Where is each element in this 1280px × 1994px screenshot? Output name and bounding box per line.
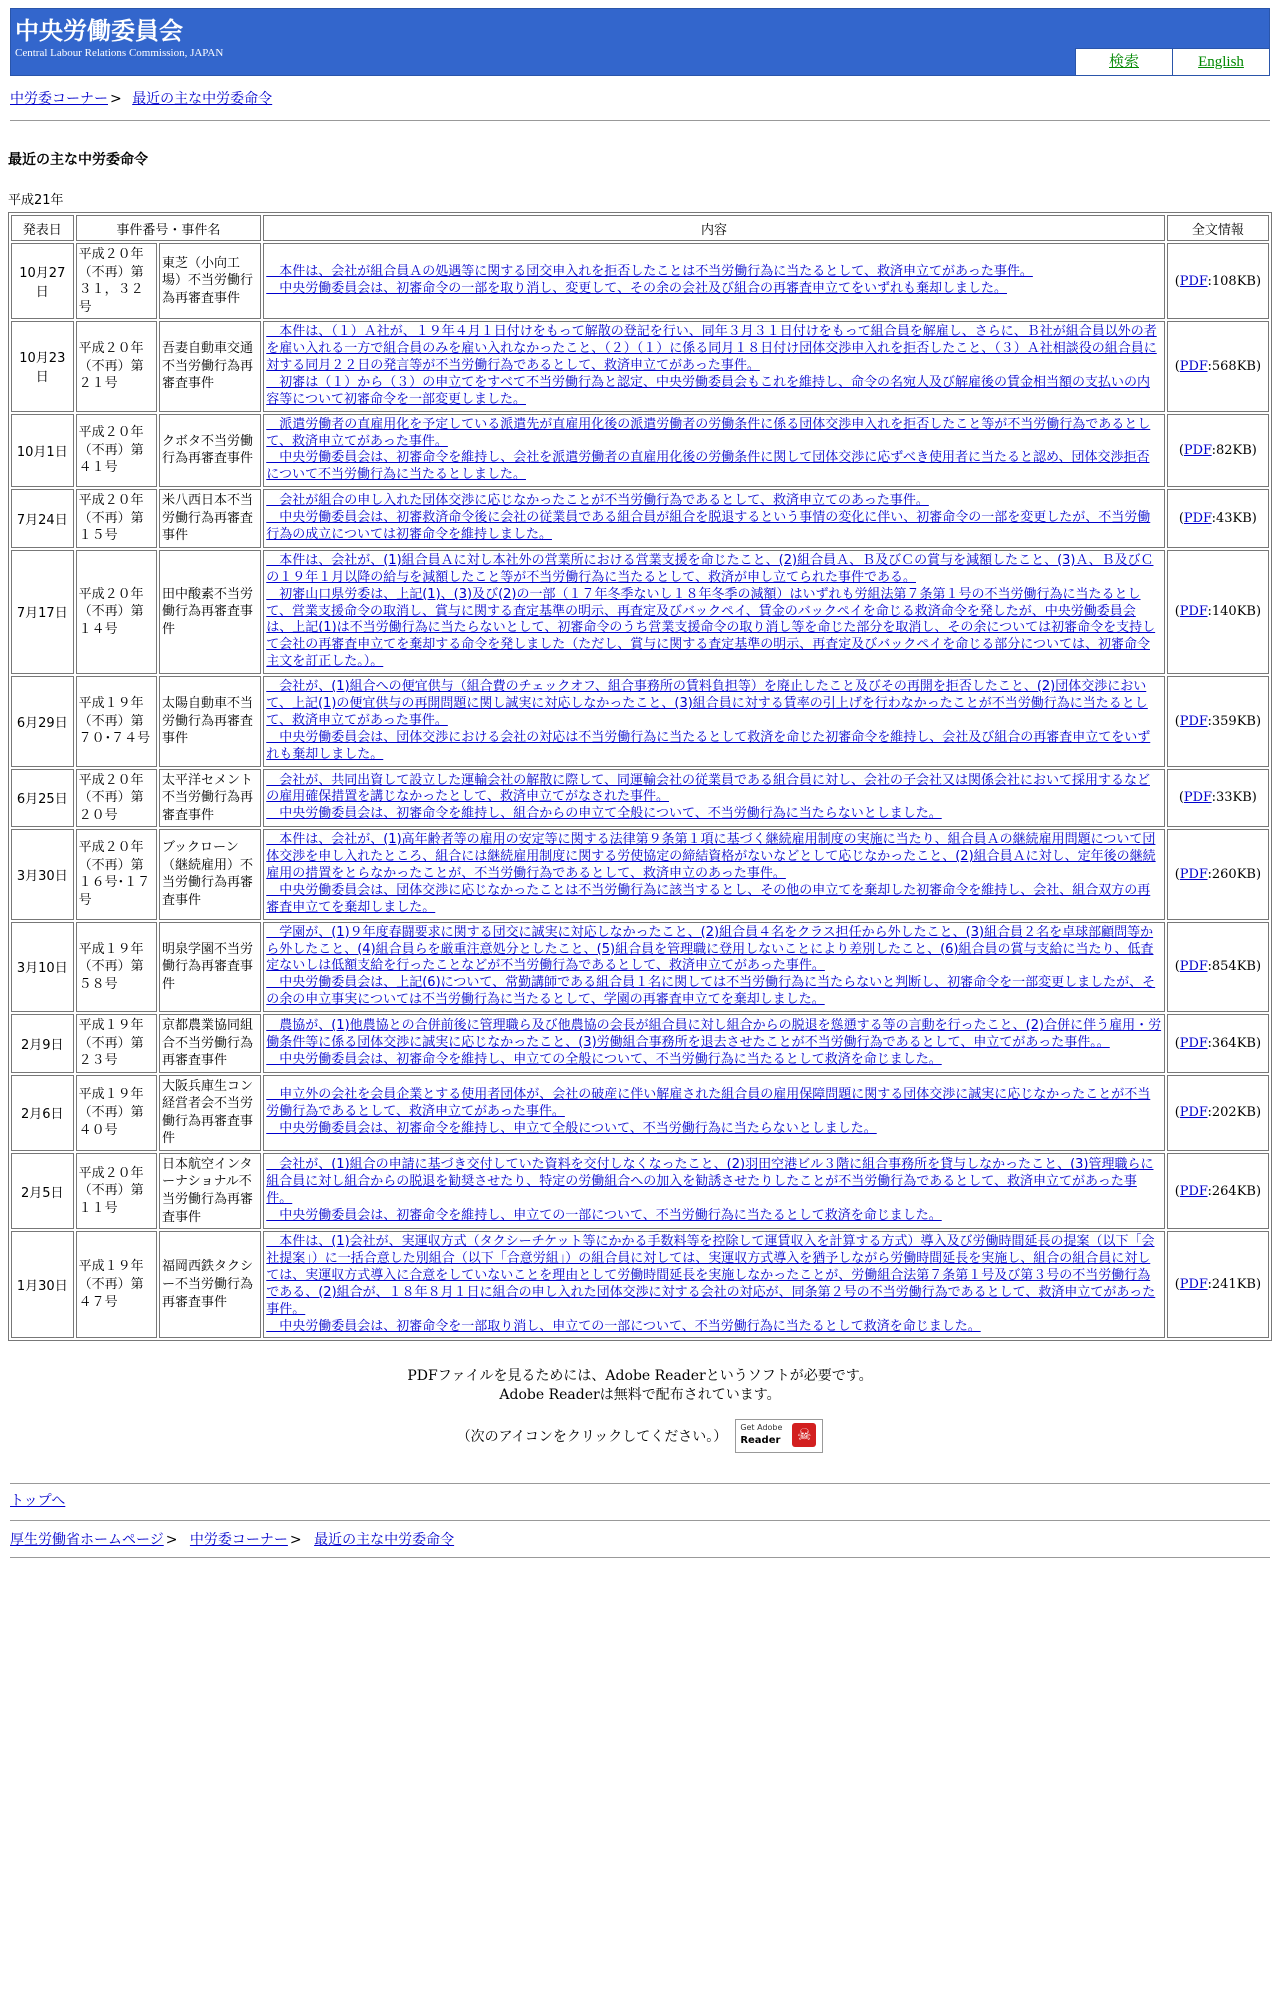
cell-case-number: 平成１９年（不再）第２３号 <box>76 1014 157 1073</box>
reader-click-row <box>0 1419 1280 1453</box>
cell-date: 10月23日 <box>11 321 74 411</box>
table-row <box>11 769 1269 828</box>
cell-date: 2月5日 <box>11 1153 74 1229</box>
content-summary-link[interactable]: 申立外の会社を会員企業とする使用者団体が、会社の破産に伴い解雇された組合員の雇用保障問題に関する団体交渉に誠実に応じなかったことが不当労働行為であるとして、救済申立てがあった事件。 <box>266 1087 1151 1120</box>
divider <box>10 120 1270 121</box>
content-summary-link[interactable]: 農協が、(1)他農協との合併前後に管理職ら及び他農協の会長が組合員に対し組合からの脱退を慫慂する等の言動を行ったこと、(2)合併に伴う雇用・労働条件等に係る団体交渉に誠実に応じなかったこと、(3)労働組合事務所を退去させたことが不当労働行為であるとして、申立てがあった事件。。 <box>266 1018 1162 1050</box>
file-size: :43KB) <box>1211 511 1257 527</box>
cell-content <box>263 1075 1164 1151</box>
header-content: 内容 <box>263 215 1164 241</box>
cell-date: 3月30日 <box>11 829 74 919</box>
cell-fulltext: (PDF:43KB) <box>1167 489 1269 548</box>
divider <box>10 1520 1270 1521</box>
cell-date: 7月17日 <box>11 550 74 674</box>
cell-fulltext: (PDF:140KB) <box>1167 550 1269 674</box>
table-row <box>11 1014 1269 1073</box>
cell-content <box>263 414 1164 488</box>
content-summary-link[interactable]: 会社が組合の申し入れた団体交渉に応じなかったことが不当労働行為であるとして、救済申立てのあった事件。 <box>266 493 929 509</box>
header-case: 事件番号・事件名 <box>76 215 262 241</box>
cell-content <box>263 922 1164 1012</box>
cell-case-name: 吾妻自動車交通不当労働行為再審査事件 <box>159 321 261 411</box>
table-row <box>11 414 1269 488</box>
file-size: :854KB) <box>1207 959 1262 975</box>
top-link-row <box>10 1490 1270 1510</box>
file-size: :568KB) <box>1207 358 1262 374</box>
cell-case-name: 米八西日本不当労働行為再審査事件 <box>159 489 261 548</box>
pdf-note <box>0 1367 1280 1405</box>
english-link[interactable]: English <box>1172 49 1269 75</box>
cell-fulltext: (PDF:33KB) <box>1167 769 1269 828</box>
table-row <box>11 1075 1269 1151</box>
pdf-note-line1: PDFファイルを見るためには、Adobe Readerというソフトが必要です。 <box>407 1368 873 1385</box>
cell-content <box>263 1153 1164 1229</box>
file-size: :260KB) <box>1207 866 1262 882</box>
content-summary-link[interactable]: 中央労働委員会は、初審命令を維持し、組合からの申立て全般について、不当労働行為に当たらないとしました。 <box>266 806 942 822</box>
cell-case-number: 平成２０年（不再）第４１号 <box>76 414 157 488</box>
content-summary-link[interactable]: 中央労働委員会は、初審命令を維持し、申立ての一部について、不当労働行為に当たるとして救済を命じました。 <box>266 1207 942 1223</box>
pdf-link[interactable]: PDF <box>1179 1183 1208 1199</box>
content-summary-link[interactable]: 中央労働委員会は、団体交渉における会社の対応は不当労働行為に当たるとして救済を命じた初審命令を維持し、会社及び組合の再審査申立てをいずれも棄却しました。 <box>266 729 1151 762</box>
content-summary-link[interactable]: 会社が、(1)組合への便宜供与（組合費のチェックオフ、組合事務所の賃料負担等）を廃止したこと及びその再開を拒否したこと、(2)団体交渉において、上記(1)の便宜供与の再開問題に関し誠実に対応しなかったこと、(3)組合員に対する賃率の引上げを行わなかったことが不当労働行為に当たるとして、救済申立てがあった事件。 <box>266 679 1148 728</box>
cell-fulltext: (PDF:108KB) <box>1167 243 1269 319</box>
table-header-row <box>11 215 1269 241</box>
footer-separator: > <box>289 1532 302 1549</box>
content-summary-link[interactable]: 本件は、会社が組合員Ａの処遇等に関する団交申入れを拒否したことは不当労働行為に当たるとして、救済申立てがあった事件。 <box>266 264 1033 280</box>
cell-case-number: 平成２０年（不再）第１６号･１７号 <box>76 829 157 919</box>
file-size: :33KB) <box>1211 790 1257 806</box>
content-summary-link[interactable]: 中央労働委員会は、初審救済命令後に会社の従業員である組合員が組合を脱退するという事情の変化に伴い、初審命令の一部を変更したが、不当労働行為の成立については初審命令を維持しました。 <box>266 510 1151 542</box>
content-summary-link[interactable]: 初審は（１）から（３）の申立てをすべて不当労働行為と認定、中央労働委員会もこれを維持し、命令の名宛人及び解雇後の賃金相当額の支払いの内容等について初審命令を一部変更しました。 <box>266 374 1150 407</box>
content-summary-link[interactable]: 本件は、会社が、(1)高年齢者等の雇用の安定等に関する法律第９条第１項に基づく継続雇用制度の実施に当たり、組合員Ａの継続雇用問題について団体交渉を申し入れたところ、組合には継続雇用制度に関する労使協定の締結資格がないなどとして応じなかったこと、(2)組合員Ａに対し、定年後の継続雇用の措置をとらなかったことが、不当労働行為であるとして、救済申立のあった事件。 <box>266 832 1156 881</box>
table-row <box>11 1153 1269 1229</box>
site-banner <box>10 8 1270 76</box>
cell-fulltext: (PDF:568KB) <box>1167 321 1269 411</box>
cell-date: 2月9日 <box>11 1014 74 1073</box>
pdf-link[interactable]: PDF <box>1179 866 1208 882</box>
cell-date: 7月24日 <box>11 489 74 548</box>
cell-content <box>263 321 1164 411</box>
header-fulltext: 全文情報 <box>1167 215 1269 241</box>
content-summary-link[interactable]: 本件は、（１）Ａ社が、１９年４月１日付けをもって解散の登記を行い、同年３月３１日付けをもって組合員を解雇し、さらに、Ｂ社が組合員以外の者を雇い入れる一方で組合員のみを雇い入れなかったこと、（２）（１）に係る同月１８日付け団体交渉申入れを拒否したこと、（３）Ａ社相談役の組合員に対する同月２２日の発言等が不当労働行為であるとして、救済申立てがあった事件。 <box>266 324 1157 373</box>
cell-fulltext: (PDF:82KB) <box>1167 414 1269 488</box>
cell-date: 1月30日 <box>11 1231 74 1338</box>
file-size: :82KB) <box>1211 442 1257 458</box>
file-size: :359KB) <box>1207 713 1262 729</box>
cell-case-name: 田中酸素不当労働行為再審査事件 <box>159 550 261 674</box>
content-summary-link[interactable]: 中央労働委員会は、初審命令を維持し、申立ての全般について、不当労働行為に当たるとして救済を命じました。 <box>266 1051 942 1067</box>
file-size: :364KB) <box>1207 1035 1262 1051</box>
cell-fulltext: (PDF:264KB) <box>1167 1153 1269 1229</box>
content-summary-link[interactable]: 初審山口県労委は、上記(1)、(3)及び(2)の一部（１７年冬季ないし１８年冬季の減額）はいずれも労組法第７条第１号の不当労働行為に当たるとして、営業支援命令の取消し、賞与に関する査定基準の明示、再査定及びバックペイ、賃金のバックペイを命じる救済命令を発したが、中央労働委員会は、上記(1)は不当労働行為に当たらないとして、初審命令のうち営業支援命令の取り消し等を命じた部分を取消し、その余については初審命令を支持して会社の再審査申立てを棄却する命令を発しました（ただし、賞与に関する査定基準の明示、再査定及びバックペイを命じる部分については、初審命令主文を訂正した。）。 <box>266 586 1156 670</box>
cell-date: 6月29日 <box>11 676 74 766</box>
pdf-link[interactable]: PDF <box>1179 959 1208 975</box>
breadcrumb-separator: > <box>110 91 122 107</box>
table-row <box>11 829 1269 919</box>
pdf-note-line2: Adobe Readerは無料で配布されています。 <box>499 1387 781 1404</box>
get-adobe-reader-button[interactable] <box>735 1419 823 1453</box>
pdf-link[interactable]: PDF <box>1179 358 1208 374</box>
cell-fulltext: (PDF:364KB) <box>1167 1014 1269 1073</box>
cell-content <box>263 550 1164 674</box>
back-to-top-link[interactable]: トップへ <box>10 1493 66 1510</box>
pdf-link[interactable]: PDF <box>1179 713 1208 729</box>
search-link[interactable]: 検索 <box>1075 49 1172 75</box>
table-row <box>11 321 1269 411</box>
table-row <box>11 489 1269 548</box>
content-summary-link[interactable]: 中央労働委員会は、初審命令を維持し、会社を派遣労働者の直雇用化後の労働条件に関して団体交渉に応ずべき使用者に当たると認め、団体交渉拒否について不当労働行為に当たるとしました。 <box>266 450 1150 483</box>
footer-corner-link[interactable]: 中労委コーナー <box>189 1532 288 1549</box>
content-summary-link[interactable]: 中央労働委員会は、初審命令の一部を取り消し、変更して、その余の会社及び組合の再審査申立てをいずれも棄却しました。 <box>266 281 1007 297</box>
pdf-link[interactable]: PDF <box>1179 273 1208 289</box>
cell-case-name: 太平洋セメント不当労働行為再審査事件 <box>159 769 261 828</box>
breadcrumb-current-link[interactable]: 最近の主な中労委命令 <box>132 91 273 107</box>
cell-fulltext: (PDF:359KB) <box>1167 676 1269 766</box>
cell-case-number: 平成２０年（不再）第１５号 <box>76 489 157 548</box>
pdf-link[interactable]: PDF <box>1179 604 1208 620</box>
cell-case-name: 大阪兵庫生コン経営者会不当労働行為再審査事件 <box>159 1075 261 1151</box>
adobe-reader-icon: ☠ <box>792 1423 816 1447</box>
pdf-link[interactable]: PDF <box>1183 790 1212 806</box>
cell-case-number: 平成２０年（不再）第２０号 <box>76 769 157 828</box>
divider <box>10 1557 1270 1558</box>
content-summary-link[interactable]: 会社が、共同出資して設立した運輸会社の解散に際して、同運輸会社の従業員である組合員に対し、会社の子会社又は関係会社において採用するなどの雇用確保措置を講じなかったとして、救済申立てがなされた事件。 <box>266 772 1150 805</box>
cell-date: 10月1日 <box>11 414 74 488</box>
table-row <box>11 922 1269 1012</box>
file-size: :202KB) <box>1207 1105 1262 1121</box>
cell-case-number: 平成１９年（不再）第４７号 <box>76 1231 157 1338</box>
table-row <box>11 243 1269 319</box>
cell-case-name: 東芝（小向工場）不当労働行為再審査事件 <box>159 243 261 319</box>
header-date: 発表日 <box>11 215 74 241</box>
pdf-link[interactable]: PDF <box>1183 511 1212 527</box>
footer-breadcrumb <box>10 1529 1270 1549</box>
header-nav <box>1075 48 1269 75</box>
content-summary-link[interactable]: 中央労働委員会は、団体交渉に応じなかったことは不当労働行為に該当するとし、その他の申立てを棄却した初審命令を維持し、会社、組合双方の再審査申立てを棄却しました。 <box>266 882 1151 915</box>
pdf-link[interactable]: PDF <box>1179 1105 1208 1121</box>
year-label: 平成21年 <box>8 193 64 208</box>
cell-date: 10月27日 <box>11 243 74 319</box>
pdf-link[interactable]: PDF <box>1183 442 1212 458</box>
cell-case-name: 福岡西鉄タクシー不当労働行為再審査事件 <box>159 1231 261 1338</box>
cell-case-number: 平成２０年（不再）第１４号 <box>76 550 157 674</box>
cell-case-name: 太陽自動車不当労働行為再審査事件 <box>159 676 261 766</box>
cell-fulltext: (PDF:260KB) <box>1167 829 1269 919</box>
cell-date: 6月25日 <box>11 769 74 828</box>
content-summary-link[interactable]: 会社が、(1)組合の申請に基づき交付していた資料を交付しなくなったこと、(2)羽田空港ビル３階に組合事務所を貸与しなかったこと、(3)管理職らに組合員に対し組合からの脱退を勧奨させたり、特定の労働組合への加入を勧誘させたりしたことが不当労働行為であるとして、救済申立てがあった事件。 <box>266 1157 1154 1206</box>
breadcrumb <box>10 88 1270 108</box>
page-title: 最近の主な中労委命令 <box>8 152 148 168</box>
cell-date: 2月6日 <box>11 1075 74 1151</box>
cell-fulltext: (PDF:854KB) <box>1167 922 1269 1012</box>
file-size: :140KB) <box>1207 604 1262 620</box>
pdf-link[interactable]: PDF <box>1179 1277 1208 1293</box>
cell-content <box>263 769 1164 828</box>
cell-case-name: クボタ不当労働行為再審査事件 <box>159 414 261 488</box>
pdf-link[interactable]: PDF <box>1179 1035 1208 1051</box>
click-hint: （次のアイコンをクリックしてください。） <box>456 1429 728 1446</box>
breadcrumb-corner-link[interactable]: 中労委コーナー <box>10 91 108 107</box>
cell-case-number: 平成１９年（不再）第４０号 <box>76 1075 157 1151</box>
content-summary-link[interactable]: 中央労働委員会は、初審命令を維持し、申立て全般について、不当労働行為に当たらないとしました。 <box>266 1121 877 1137</box>
table-row <box>11 1231 1269 1338</box>
file-size: :264KB) <box>1207 1183 1262 1199</box>
content-summary-link[interactable]: 本件は、会社が、(1)組合員Ａに対し本社外の営業所における営業支援を命じたこと、(2)組合員Ａ、Ｂ及びＣの賞与を減額したこと、(3)Ａ、Ｂ及びＣの１９年１月以降の給与を減額したこと等が不当労働行為に当たるとして、救済が申し立てられた事件である。 <box>266 552 1154 585</box>
file-size: :241KB) <box>1207 1277 1262 1293</box>
cell-content <box>263 243 1164 319</box>
table-row <box>11 676 1269 766</box>
cell-case-name: 明泉学園不当労働行為再審査事件 <box>159 922 261 1012</box>
divider <box>10 1483 1270 1484</box>
orders-table <box>8 212 1272 1341</box>
site-subtitle: Central Labour Relations Commission, JAPAN <box>15 47 224 59</box>
badge-top-text: Get Adobe <box>740 1423 783 1433</box>
cell-case-number: 平成２０年（不再）第２１号 <box>76 321 157 411</box>
cell-case-number: 平成１９年（不再）第７０･７４号 <box>76 676 157 766</box>
content-summary-link[interactable]: 派遣労働者の直雇用化を予定している派遣先が直雇用化後の派遣労働者の労働条件に係る団体交渉申入れを拒否したこと等が不当労働行為であるとして、救済申立てがあった事件。 <box>266 416 1151 449</box>
cell-case-number: 平成１９年（不再）第５８号 <box>76 922 157 1012</box>
cell-case-name: 日本航空インターナショナル不当労働行為再審査事件 <box>159 1153 261 1229</box>
cell-content <box>263 489 1164 548</box>
footer-mhlw-link[interactable]: 厚生労働省ホームページ <box>10 1532 164 1549</box>
footer-separator: > <box>165 1532 178 1549</box>
cell-case-name: ブックローン（継続雇用）不当労働行為再審査事件 <box>159 829 261 919</box>
cell-case-number: 平成２０年（不再）第１１号 <box>76 1153 157 1229</box>
content-summary-link[interactable]: 本件は、(1)会社が、実運収方式（タクシーチケット等にかかる手数料等を控除して運賃収入を計算する方式）導入及び労働時間延長の提案（以下「会社提案」）に一括合意した別組合（以下「合意労組」）の組合員に対しては、実運収方式導入を猶予しながら労働時間延長を実施し、組合の組合員に対しては、実運収方式導入に合意をしていないことを理由として労働時間延長を実施しなかったことが、労働組合法第７条第１号及び第３号の不当労働行為である、(2)組合が、１８年８月１日に組合の申し入れた団体交渉に対する会社の対応が、同条第２号の不当労働行為であるとして、救済申立てがあった事件。 <box>266 1234 1156 1317</box>
footer-current-link[interactable]: 最近の主な中労委命令 <box>314 1532 455 1549</box>
cell-case-name: 京都農業協同組合不当労働行為再審査事件 <box>159 1014 261 1073</box>
badge-main-text: Reader <box>740 1435 781 1447</box>
file-size: :108KB) <box>1207 273 1262 289</box>
cell-date: 3月10日 <box>11 922 74 1012</box>
cell-case-number: 平成２０年（不再）第３１，３２号 <box>76 243 157 319</box>
cell-content <box>263 829 1164 919</box>
content-summary-link[interactable]: 学園が、(1)９年度春闘要求に関する団交に誠実に対応しなかったこと、(2)組合員４名をクラス担任から外したこと、(3)組合員２名を卓球部顧問等から外したこと、(4)組合員らを厳重注意処分としたこと、(5)組合員を管理職に登用しないことにより差別したこと、(6)組合員の賞与支給に当たり、低査定ないしは低額支給を行ったことなどが不当労働行為であるとして、救済申立てがあった事件。 <box>266 924 1154 974</box>
cell-content <box>263 1231 1164 1338</box>
cell-content <box>263 676 1164 766</box>
content-summary-link[interactable]: 中央労働委員会は、上記(6)について、常勤講師である組合員１名に関しては不当労働行為に当たらないと判断し、初審命令を一部変更しましたが、その余の申立事実については不当労働行為に当たるとして、学園の再審査申立てを棄却しました。 <box>266 975 1156 1008</box>
cell-content <box>263 1014 1164 1073</box>
content-summary-link[interactable]: 中央労働委員会は、初審命令を一部取り消し、申立ての一部について、不当労働行為に当たるとして救済を命じました。 <box>266 1318 981 1334</box>
cell-fulltext: (PDF:241KB) <box>1167 1231 1269 1338</box>
cell-fulltext: (PDF:202KB) <box>1167 1075 1269 1151</box>
site-title: 中央労働委員会 <box>15 17 183 45</box>
table-row <box>11 550 1269 674</box>
